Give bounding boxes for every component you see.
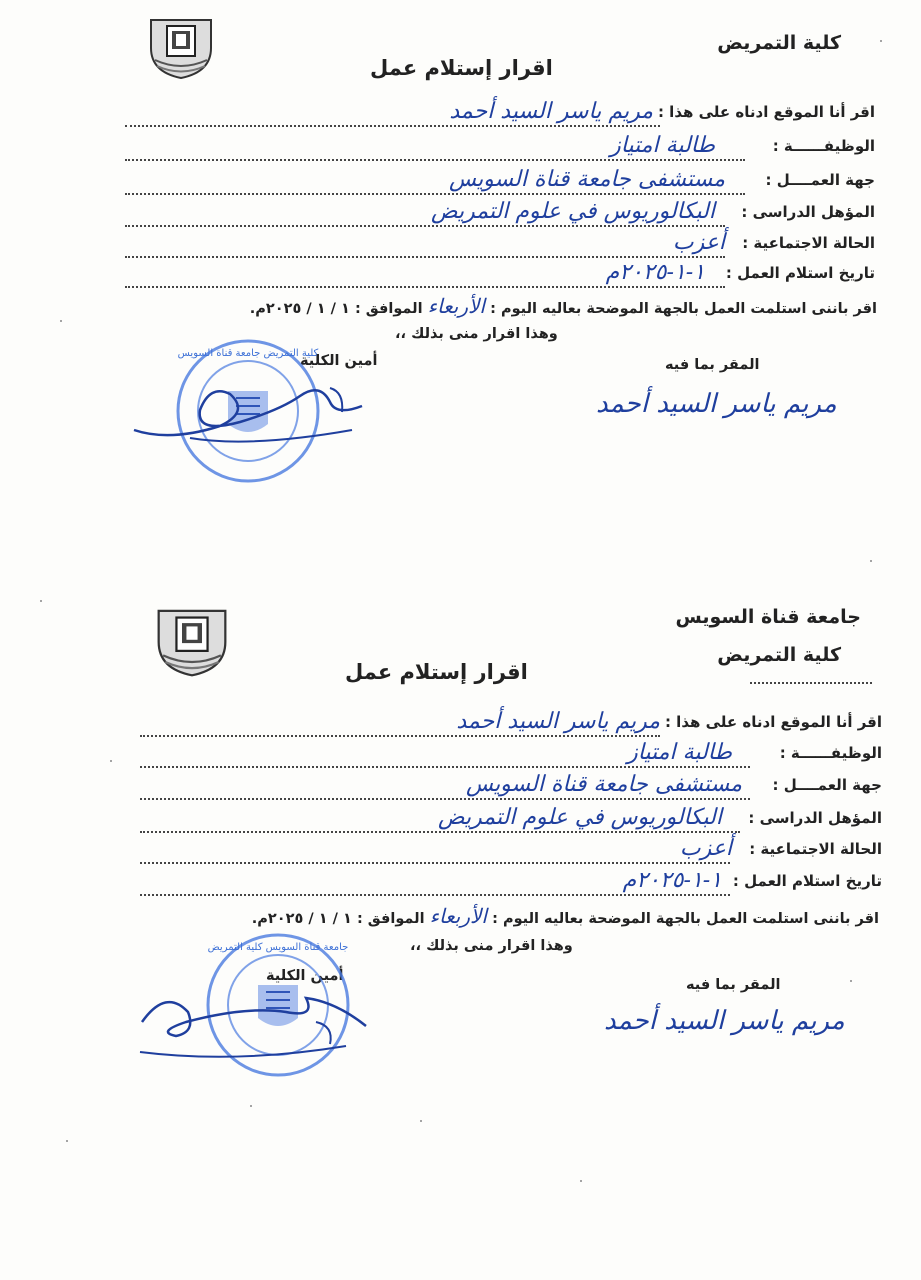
secretary-signature: [136, 982, 376, 1066]
field-label: اقر أنا الموقع ادناه على هذا :: [664, 713, 882, 731]
dotted-line: [140, 831, 740, 833]
university-name: جامعة قناة السويس: [675, 606, 861, 628]
dotted-line: [125, 256, 725, 258]
closing-text: وهذا اقرار منى بذلك ،،: [395, 326, 558, 342]
field-label: جهة العمــــل :: [772, 776, 882, 794]
dotted-line: [125, 125, 660, 127]
field-row: [125, 260, 875, 294]
form-title: اقرار إستلام عمل: [345, 660, 528, 684]
statement-line: [177, 294, 877, 318]
form-title: اقرار إستلام عمل: [370, 56, 553, 80]
secretary-label: أمين الكلية: [266, 968, 344, 984]
statement-prefix: اقر باننى استلمت العمل بالجهة الموضحة بعاليه اليوم :: [490, 301, 877, 317]
dotted-line: [140, 894, 730, 896]
college-name: كلية التمريض: [717, 644, 841, 666]
statement-mid: الموافق :: [356, 911, 425, 927]
statement-line: [179, 904, 879, 928]
field-row: [125, 230, 875, 264]
field-row: [140, 836, 882, 870]
declarant-label: المقر بما فيه: [686, 977, 781, 993]
dotted-line: [125, 193, 745, 195]
field-value: ١-١-٢٠٢٥م: [605, 260, 705, 285]
field-row: [140, 709, 882, 743]
field-label: الحالة الاجتماعية :: [749, 840, 882, 858]
dotted-line: [125, 286, 725, 288]
field-label: الوظيفــــــة :: [772, 137, 875, 155]
statement-date: ١ / ١ / ٢٠٢٥م.: [249, 301, 350, 317]
dotted-line: [140, 766, 750, 768]
declarant-label: المقر بما فيه: [665, 357, 760, 373]
field-label: المؤهل الدراسى :: [741, 203, 875, 221]
statement-mid: الموافق :: [354, 301, 423, 317]
field-value: أعزب: [679, 836, 732, 861]
dotted-line: [140, 798, 750, 800]
field-value: مريم ياسر السيد أحمد: [449, 99, 653, 124]
statement-prefix: اقر باننى استلمت العمل بالجهة الموضحة بعاليه اليوم :: [492, 911, 879, 927]
declarant-signature: مريم ياسر السيد أحمد: [604, 1006, 845, 1036]
field-label: تاريخ استلام العمل :: [725, 264, 875, 282]
statement-day: الأربعاء: [429, 904, 487, 928]
field-row: [140, 740, 882, 774]
stamp-text: جامعة قناة السويس كلية التمريض: [207, 942, 349, 953]
field-value: البكالوريوس في علوم التمريض: [438, 805, 722, 830]
field-label: الحالة الاجتماعية :: [742, 234, 875, 252]
dotted-line: [140, 862, 730, 864]
field-row: [140, 805, 882, 839]
stamp-text: كلية التمريض جامعة قناة السويس: [177, 348, 319, 359]
field-row: [125, 99, 875, 133]
field-label: الوظيفــــــة :: [779, 744, 882, 762]
field-row: [140, 772, 882, 806]
field-value: مستشفى جامعة قناة السويس: [449, 167, 725, 192]
field-value: طالبة امتياز: [610, 133, 715, 158]
college-name: كلية التمريض: [717, 32, 841, 54]
field-value: مريم ياسر السيد أحمد: [456, 709, 660, 734]
field-value: أعزب: [672, 230, 725, 255]
declarant-signature: مريم ياسر السيد أحمد: [596, 389, 837, 419]
field-value: طالبة امتياز: [627, 740, 732, 765]
secretary-label: أمين الكلية: [300, 353, 378, 369]
field-value: البكالوريوس في علوم التمريض: [431, 199, 715, 224]
dotted-line: [750, 682, 872, 684]
closing-text: وهذا اقرار منى بذلك ،،: [410, 938, 573, 954]
field-row: [140, 868, 882, 902]
field-row: [125, 199, 875, 233]
university-logo-icon: [152, 602, 232, 682]
dotted-line: [125, 159, 745, 161]
field-label: تاريخ استلام العمل :: [732, 872, 882, 890]
dotted-line: [125, 225, 725, 227]
dotted-line: [140, 735, 660, 737]
field-value: مستشفى جامعة قناة السويس: [466, 772, 742, 797]
field-label: اقر أنا الموقع ادناه على هذا :: [657, 103, 875, 121]
statement-day: الأربعاء: [427, 294, 485, 318]
secretary-signature: [130, 372, 370, 452]
statement-date: ١ / ١ / ٢٠٢٥م.: [251, 911, 352, 927]
field-row: [125, 167, 875, 201]
field-label: جهة العمــــل :: [765, 171, 875, 189]
field-value: ١-١-٢٠٢٥م: [622, 868, 722, 893]
field-label: المؤهل الدراسى :: [748, 809, 882, 827]
university-logo-icon: [145, 14, 217, 82]
field-row: [125, 133, 875, 167]
